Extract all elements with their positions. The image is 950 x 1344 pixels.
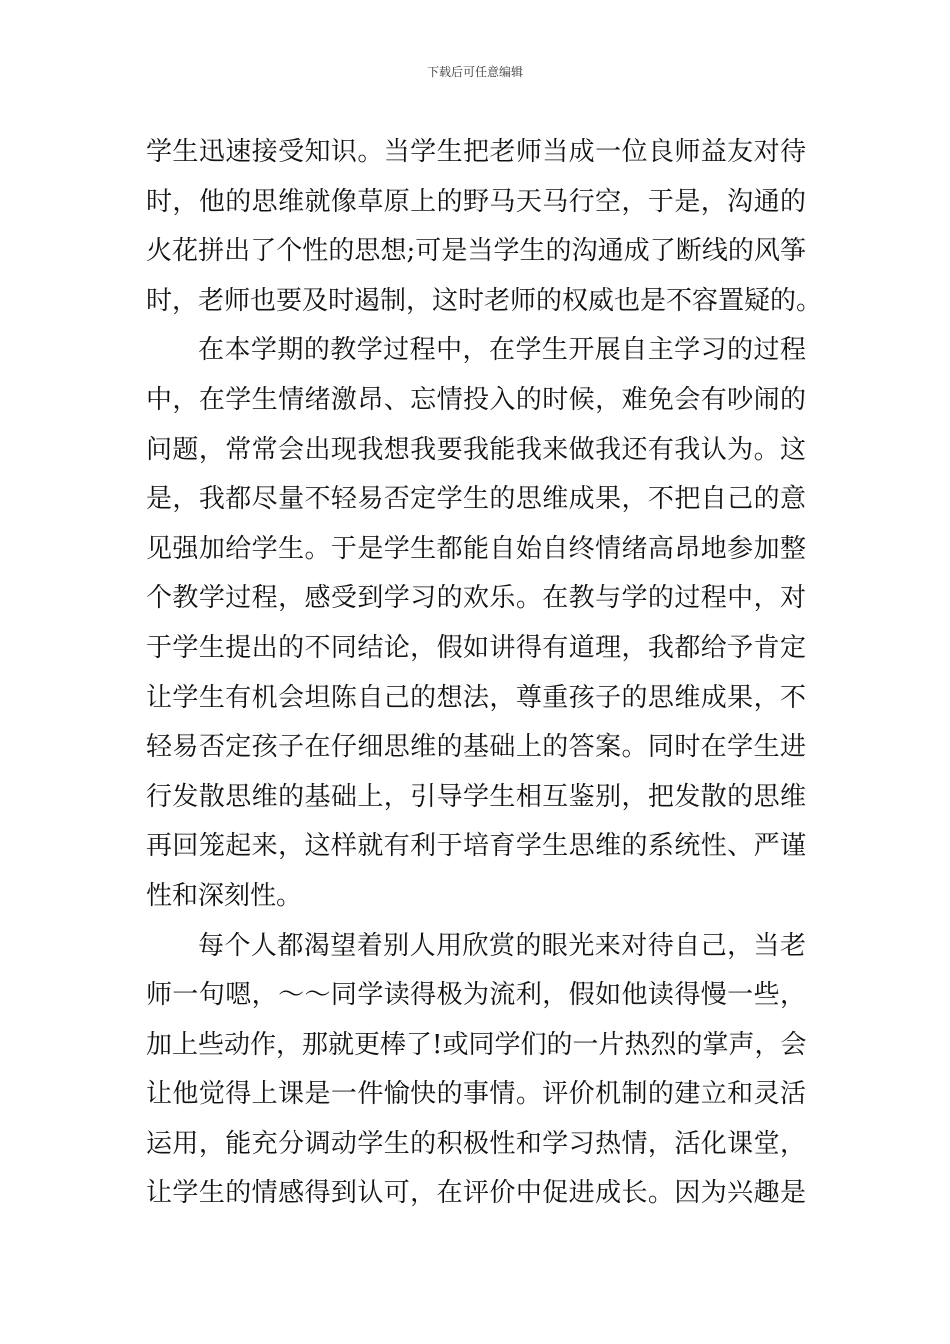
text-line: 性和深刻性。 <box>146 880 303 911</box>
text-line: 个教学过程，感受到学习的欢乐。在教与学的过程中，对 <box>146 583 806 614</box>
text-line: 运用，能充分调动学生的积极性和学习热情，活化课堂， <box>146 1128 806 1159</box>
text-line: 再回笼起来，这样就有利于培育学生思维的系统性、严谨 <box>146 831 806 862</box>
text-line: 让学生的情感得到认可，在评价中促进成长。因为兴趣是 <box>146 1178 806 1209</box>
text-line: 于学生提出的不同结论，假如讲得有道理，我都给予肯定 <box>146 632 806 663</box>
text-line: 是，我都尽量不轻易否定学生的思维成果，不把自己的意 <box>146 484 806 515</box>
text-line: 问题，常常会出现我想我要我能我来做我还有我认为。这 <box>146 434 806 465</box>
text-line: 中，在学生情绪激昂、忘情投入的时候，难免会有吵闹的 <box>146 384 806 415</box>
text-line: 加上些动作，那就更棒了!或同学们的一片热烈的掌声，会 <box>146 1029 807 1060</box>
text-line: 在本学期的教学过程中，在学生开展自主学习的过程 <box>198 335 806 366</box>
text-line: 见强加给学生。于是学生都能自始自终情绪高昂地参加整 <box>146 533 806 564</box>
text-line: 每个人都渴望着别人用欣赏的眼光来对待自己，当老 <box>198 930 806 961</box>
text-line: 让学生有机会坦陈自己的想法，尊重孩子的思维成果，不 <box>146 682 806 713</box>
text-line: 师一句嗯，～～同学读得极为流利，假如他读得慢一些， <box>146 980 806 1011</box>
text-line: 轻易否定孩子在仔细思维的基础上的答案。同时在学生进 <box>146 732 806 763</box>
text-line: 火花拼出了个性的思想;可是当学生的沟通成了断线的风筝 <box>146 236 806 267</box>
text-line: 让他觉得上课是一件愉快的事情。评价机制的建立和灵活 <box>146 1079 806 1110</box>
text-line: 时，老师也要及时遏制，这时老师的权威也是不容置疑的。 <box>146 285 823 316</box>
page-header: 下载后可任意编辑 <box>426 65 523 79</box>
text-line: 学生迅速接受知识。当学生把老师当成一位良师益友对待 <box>146 137 806 167</box>
document-body <box>146 128 823 1219</box>
text-line: 行发散思维的基础上，引导学生相互鉴别，把发散的思维 <box>146 781 806 812</box>
text-line: 时，他的思维就像草原上的野马天马行空，于是，沟通的 <box>146 186 806 217</box>
